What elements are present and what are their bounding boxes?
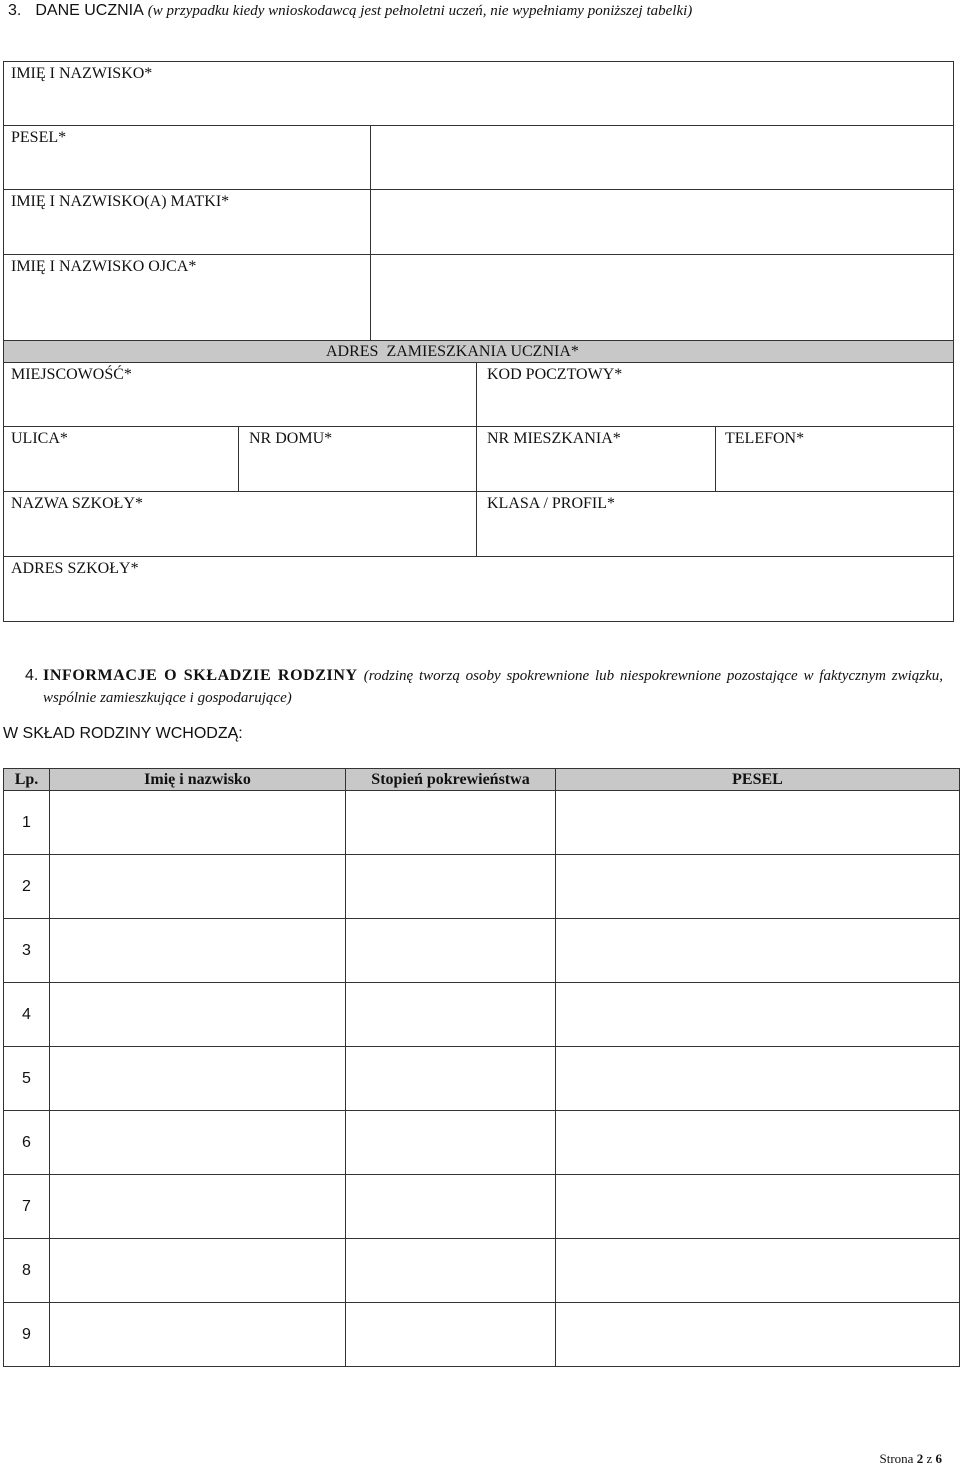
name-cell[interactable] (50, 1239, 346, 1303)
name-cell[interactable] (50, 1303, 346, 1367)
postal-code-label: KOD POCZTOWY* (487, 366, 623, 383)
row-number-cell: 3 (4, 919, 50, 983)
section-title: DANE UCZNIA (35, 2, 144, 19)
name-cell[interactable] (50, 1047, 346, 1111)
row-number-cell: 7 (4, 1175, 50, 1239)
section-number: 3. (8, 2, 22, 19)
pesel-cell[interactable] (556, 855, 960, 919)
city-label: MIEJSCOWOŚĆ* (11, 366, 132, 383)
relationship-cell[interactable] (346, 1047, 556, 1111)
table-row (4, 1111, 960, 1175)
pesel-cell[interactable] (556, 791, 960, 855)
apartment-number-label: NR MIESZKANIA* (487, 430, 621, 447)
section-title: INFORMACJE O SKŁADZIE RODZINY (43, 667, 358, 684)
row-number-cell: 6 (4, 1111, 50, 1175)
column-header-relationship: Stopień pokrewieństwa (346, 769, 556, 791)
row-number-cell: 4 (4, 983, 50, 1047)
relationship-cell[interactable] (346, 1303, 556, 1367)
column-header-lp: Lp. (4, 769, 50, 791)
pesel-cell[interactable] (556, 919, 960, 983)
page-label: Strona (879, 1451, 914, 1466)
father-name-label: IMIĘ I NAZWISKO OJCA* (11, 258, 197, 275)
relationship-cell[interactable] (346, 1111, 556, 1175)
column-header-pesel: PESEL (556, 769, 960, 791)
table-row (4, 1047, 960, 1111)
table-row (4, 1303, 960, 1367)
pesel-cell[interactable] (556, 983, 960, 1047)
pesel-cell[interactable] (556, 1047, 960, 1111)
pesel-cell[interactable] (556, 1175, 960, 1239)
column-header-name: Imię i nazwisko (50, 769, 346, 791)
relationship-cell[interactable] (346, 1239, 556, 1303)
full-name-label: IMIĘ I NAZWISKO* (11, 65, 153, 82)
relationship-cell[interactable] (346, 791, 556, 855)
table-header-row (4, 769, 960, 791)
row-number-cell: 5 (4, 1047, 50, 1111)
school-name-label: NAZWA SZKOŁY* (11, 495, 143, 512)
table-row (4, 791, 960, 855)
section-note: (rodzinę tworzą osoby spokrewnione lub niespokrewnione pozostające w faktycznym związku, wspólnie zamieszkujące i gospodarujące) (43, 668, 944, 706)
pesel-cell[interactable] (556, 1111, 960, 1175)
phone-label: TELEFON* (725, 430, 805, 447)
house-number-label: NR DOMU* (249, 430, 333, 447)
page-footer (880, 1451, 942, 1467)
relationship-cell[interactable] (346, 983, 556, 1047)
table-row (4, 1175, 960, 1239)
table-row (4, 919, 960, 983)
name-cell[interactable] (50, 919, 346, 983)
family-table (3, 768, 960, 1367)
pesel-label: PESEL* (11, 129, 67, 146)
section-number: 4. (25, 667, 39, 684)
street-label: ULICA* (11, 430, 68, 447)
section-note: (w przypadku kiedy wnioskodawcą jest pełnoletni uczeń, nie wypełniamy poniższej tabelki) (147, 3, 693, 19)
family-composition-label: W SKŁAD RODZINY WCHODZĄ: (3, 725, 243, 742)
pesel-cell[interactable] (556, 1303, 960, 1367)
row-number-cell: 2 (4, 855, 50, 919)
row-number-cell: 8 (4, 1239, 50, 1303)
name-cell[interactable] (50, 791, 346, 855)
name-cell[interactable] (50, 1175, 346, 1239)
name-cell[interactable] (50, 983, 346, 1047)
school-address-label: ADRES SZKOŁY* (11, 560, 139, 577)
relationship-cell[interactable] (346, 855, 556, 919)
relationship-cell[interactable] (346, 1175, 556, 1239)
address-header-label: ADRES ZAMIESZKANIA UCZNIA* (326, 343, 579, 360)
table-row (4, 855, 960, 919)
pesel-cell[interactable] (556, 1239, 960, 1303)
name-cell[interactable] (50, 1111, 346, 1175)
relationship-cell[interactable] (346, 919, 556, 983)
section-3-heading (8, 0, 692, 22)
page-separator: z (926, 1451, 933, 1466)
table-row (4, 1239, 960, 1303)
row-number-cell: 1 (4, 791, 50, 855)
page-number: 2 (916, 1451, 924, 1466)
class-profile-label: KLASA / PROFIL* (487, 495, 616, 512)
mother-name-label: IMIĘ I NAZWISKO(A) MATKI* (11, 193, 230, 210)
section-4-heading (25, 665, 943, 709)
row-number-cell: 9 (4, 1303, 50, 1367)
table-row (4, 983, 960, 1047)
name-cell[interactable] (50, 855, 346, 919)
page-total: 6 (935, 1451, 942, 1466)
